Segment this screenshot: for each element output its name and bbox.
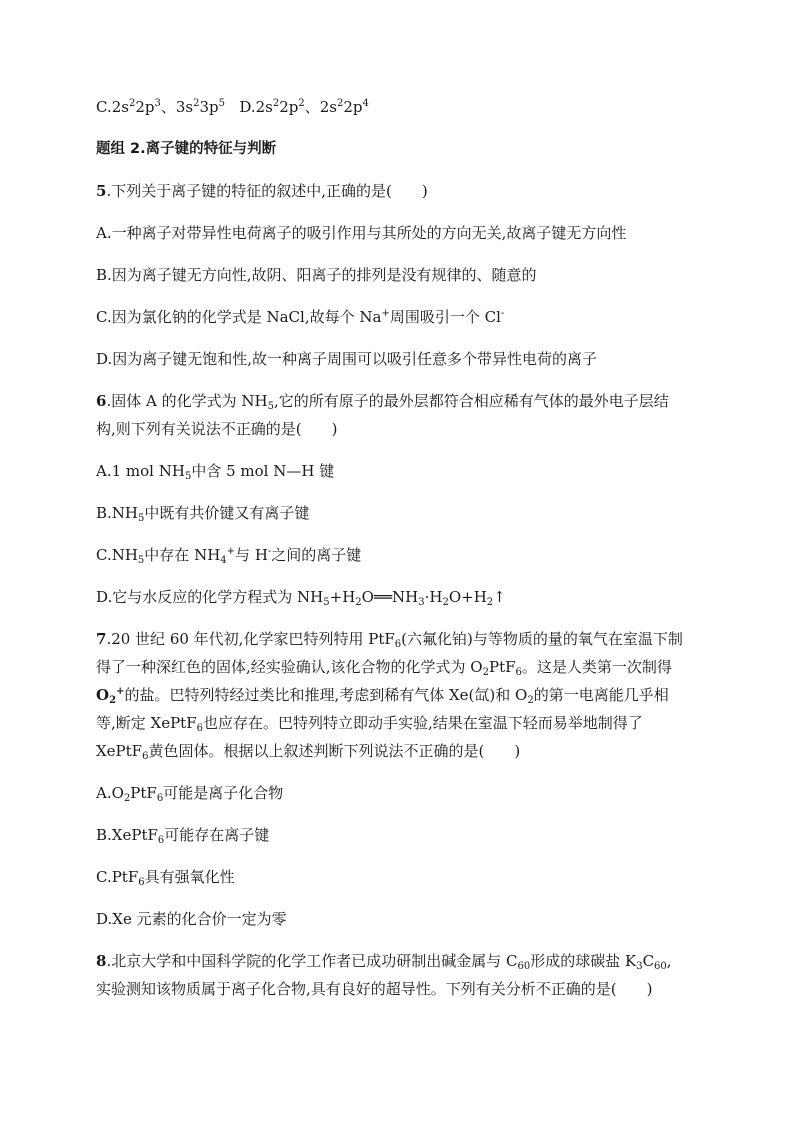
sub: 6 bbox=[156, 793, 164, 804]
q7-option-a bbox=[96, 782, 716, 804]
text: 中含 5 mol N—H 键 bbox=[191, 462, 335, 480]
text: A.O bbox=[96, 784, 124, 802]
text: 具有强氧化性 bbox=[144, 868, 235, 886]
q6-stem-line2: 构,则下列有关说法不正确的是( ) bbox=[96, 420, 338, 438]
text: +H bbox=[329, 588, 356, 606]
text: .20 世纪 60 年代初,化学家巴特列特用 PtF bbox=[106, 630, 395, 648]
sub: 2 bbox=[482, 667, 489, 678]
sup: 2 bbox=[272, 98, 280, 109]
sub: 5 bbox=[184, 471, 192, 482]
text: C.NH bbox=[96, 546, 138, 564]
q5-option-d: D.因为离子键无饱和性,故一种离子周围可以吸引任意多个带异性电荷的离子 bbox=[96, 350, 598, 368]
sup: 2 bbox=[193, 98, 200, 109]
sub: 3 bbox=[636, 961, 643, 972]
q7-option-b bbox=[96, 824, 716, 846]
q5-number: 5 bbox=[96, 182, 107, 200]
text: 。这是人类第一次制得 bbox=[521, 658, 672, 676]
text: D.它与水反应的化学方程式为 NH bbox=[96, 588, 324, 606]
q5-option-a: A.一种离子对带异性电荷离子的吸引作用与其所处的方向无关,故离子键无方向性 bbox=[96, 224, 627, 242]
text: 与 H bbox=[235, 546, 268, 564]
text: 也应存在。巴特列特立即动手实验,结果在室温下轻而易举地制得了 bbox=[203, 714, 643, 732]
sub: 6 bbox=[394, 639, 402, 650]
text: .下列关于离子键的特征的叙述中,正确的是( ) bbox=[106, 182, 428, 200]
text: O══NH bbox=[361, 588, 419, 606]
q6-option-b bbox=[96, 502, 716, 524]
sub: 6 bbox=[196, 723, 203, 734]
text: ↑ bbox=[493, 588, 506, 606]
q6-stem-line1 bbox=[96, 390, 716, 412]
sub: 2 bbox=[355, 597, 362, 608]
text: C.PtF bbox=[96, 868, 139, 886]
sub: 5 bbox=[137, 555, 145, 566]
text: ·H bbox=[424, 588, 443, 606]
document-page bbox=[96, 96, 716, 1000]
q6-option-a bbox=[96, 460, 716, 482]
text: PtF bbox=[130, 784, 157, 802]
q6-number: 6 bbox=[96, 392, 107, 410]
text: ,它的所有原子的最外层都符合相应稀有气体的最外电子层结 bbox=[273, 392, 669, 410]
text: 的第一电离能几乎相 bbox=[533, 686, 669, 704]
q7-number: 7 bbox=[96, 630, 107, 648]
q7-stem-line4 bbox=[96, 712, 716, 734]
text: 周围吸引一个 Cl bbox=[389, 308, 501, 326]
q7-stem-line1 bbox=[96, 628, 716, 650]
text: 、2s bbox=[304, 98, 337, 116]
q6-option-d bbox=[96, 586, 716, 608]
sub: 2 bbox=[442, 597, 449, 608]
sub: 2 bbox=[109, 695, 117, 706]
text: B.XePtF bbox=[96, 826, 158, 844]
text: .固体 A 的化学式为 NH bbox=[106, 392, 268, 410]
sup: - bbox=[500, 308, 505, 319]
text: 中存在 NH bbox=[144, 546, 221, 564]
text: 形成的球碳盐 K bbox=[530, 952, 637, 970]
text: 的盐。巴特列特经过类比和推理,考虑到稀有气体 Xe(氙)和 O bbox=[124, 686, 528, 704]
sup: 2 bbox=[337, 98, 344, 109]
sup: 4 bbox=[362, 98, 369, 109]
q7-stem-line3 bbox=[96, 684, 716, 706]
q8-stem-line2: 实验测知该物质属于离子化合物,具有良好的超导性。下列有关分析不正确的是( ) bbox=[96, 980, 653, 998]
option-d-label: D.2s bbox=[239, 98, 273, 116]
text: , bbox=[666, 952, 672, 970]
sub: 5 bbox=[323, 597, 330, 608]
sub: 5 bbox=[267, 401, 274, 412]
q7-option-d: D.Xe 元素的化合价一定为零 bbox=[96, 910, 287, 928]
option-c-label: C.2s bbox=[96, 98, 129, 116]
text: 之间的离子键 bbox=[271, 546, 362, 564]
sub: 4 bbox=[220, 555, 227, 566]
text: B.NH bbox=[96, 504, 138, 522]
text: 2p bbox=[343, 98, 363, 116]
q5-option-c bbox=[96, 306, 716, 328]
text: 3p bbox=[199, 98, 219, 116]
sup: 5 bbox=[218, 98, 226, 109]
sub: 2 bbox=[527, 695, 534, 706]
text: 黄色固体。根据以上叙述判断下列说法不正确的是( ) bbox=[148, 742, 521, 760]
sup: - bbox=[267, 546, 272, 557]
q7-stem-line2 bbox=[96, 656, 716, 678]
text: 2p bbox=[135, 98, 155, 116]
sub: 5 bbox=[138, 513, 145, 524]
sup: + bbox=[226, 546, 236, 557]
q7-option-c bbox=[96, 866, 716, 888]
text: A.1 mol NH bbox=[96, 462, 185, 480]
sub: 60 bbox=[654, 961, 667, 972]
text: (六氟化铂)与等物质的量的氧气在室温下制 bbox=[401, 630, 683, 648]
text: 中既有共价键又有离子键 bbox=[144, 504, 310, 522]
text: O+H bbox=[448, 588, 487, 606]
sub: 60 bbox=[517, 961, 531, 972]
sup: 2 bbox=[298, 98, 305, 109]
q5-option-b: B.因为离子键无方向性,故阴、阳离子的排列是没有规律的、随意的 bbox=[96, 266, 537, 284]
q5-stem bbox=[96, 180, 716, 202]
text: XePtF bbox=[96, 742, 143, 760]
text: 可能是离子化合物 bbox=[163, 784, 284, 802]
sub: 6 bbox=[157, 835, 165, 846]
text: O bbox=[96, 686, 110, 704]
text: 2p bbox=[279, 98, 299, 116]
q6-option-c bbox=[96, 544, 716, 566]
text: PtF bbox=[488, 658, 516, 676]
sub: 3 bbox=[418, 597, 425, 608]
q7-stem-line5 bbox=[96, 740, 716, 762]
sup: + bbox=[116, 686, 125, 697]
sub: 6 bbox=[142, 751, 149, 762]
q8-stem-line1 bbox=[96, 950, 716, 972]
sup: 3 bbox=[154, 98, 161, 109]
prev-option-line bbox=[96, 96, 716, 118]
text: 得了一种深红色的固体,经实验确认,该化合物的化学式为 O bbox=[96, 658, 483, 676]
sub: 6 bbox=[515, 667, 522, 678]
q8-number: 8 bbox=[96, 952, 107, 970]
sub: 2 bbox=[123, 793, 131, 804]
text: 可能存在离子键 bbox=[164, 826, 270, 844]
sub: 2 bbox=[486, 597, 494, 608]
text: C bbox=[642, 952, 655, 970]
text: 等,断定 XePtF bbox=[96, 714, 197, 732]
text: C.因为氯化钠的化学式是 NaCl,故每个 Na bbox=[96, 308, 382, 326]
sup: + bbox=[381, 308, 390, 319]
sub: 6 bbox=[138, 877, 145, 888]
sup: 2 bbox=[128, 98, 136, 109]
section-title: 题组 2.离子键的特征与判断 bbox=[96, 141, 277, 157]
text: .北京大学和中国科学院的化学工作者已成功研制出碱金属与 C bbox=[106, 952, 518, 970]
text: 、3s bbox=[160, 98, 194, 116]
